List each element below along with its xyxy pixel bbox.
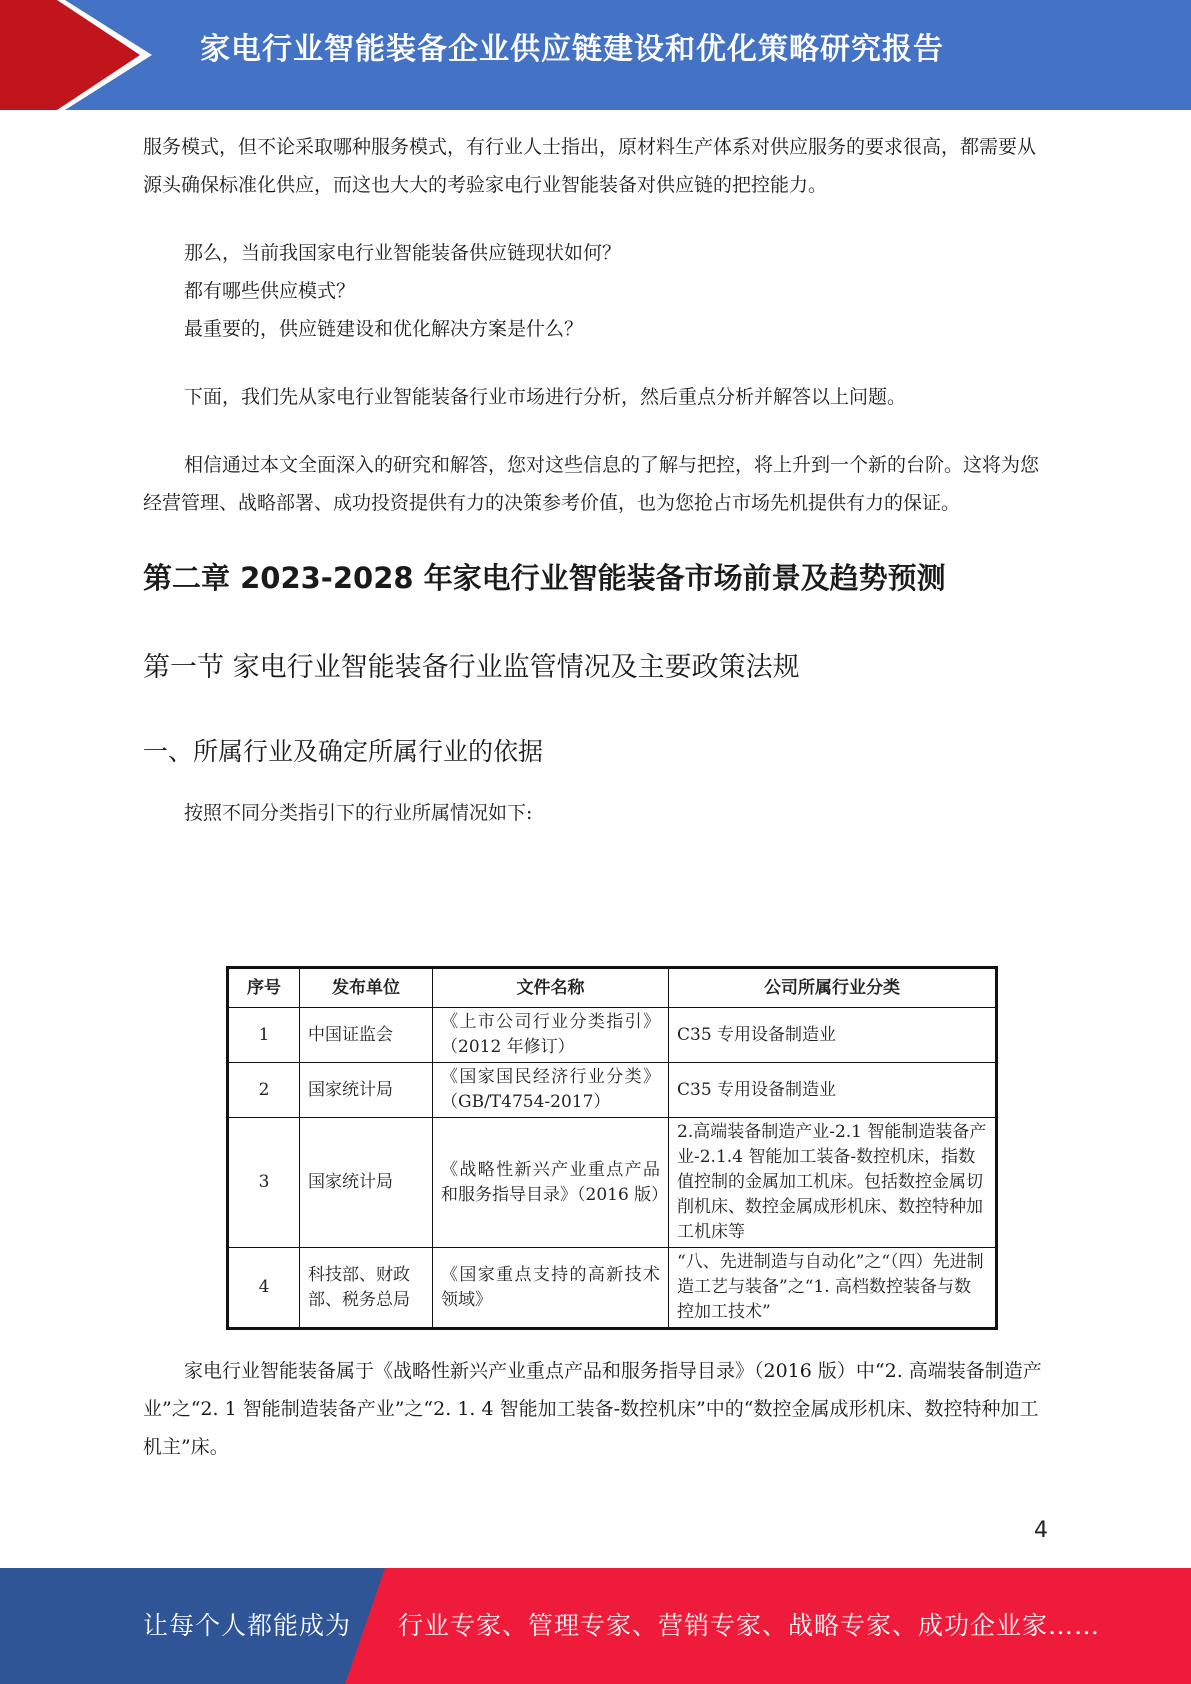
chapter-heading: 第二章 2023-2028 年家电行业智能装备市场前景及趋势预测 [143, 561, 946, 595]
question-3: 最重要的，供应链建设和优化解决方案是什么？ [184, 318, 584, 340]
header-arrow-icon [0, 0, 160, 110]
page-header [0, 0, 1191, 110]
footer-slogan-right: 行业专家、管理专家、营销专家、战略专家、成功企业家…… [398, 1611, 1101, 1640]
cell-no: 2 [228, 1063, 300, 1118]
sub-heading: 一、所属行业及确定所属行业的依据 [143, 737, 544, 766]
question-1: 那么，当前我国家电行业智能装备供应链现状如何？ [184, 242, 622, 264]
cell-no: 4 [228, 1248, 300, 1329]
conclusion-block [143, 1352, 1048, 1466]
cell-doc: 《国家重点支持的高新技术领域》 [433, 1248, 669, 1329]
table-intro: 按照不同分类指引下的行业所属情况如下: [184, 802, 533, 824]
paragraph-conclusion: 家电行业智能装备属于《战略性新兴产业重点产品和服务指导目录》（2016 版）中“2. 高端装备制造产业”之“2. 1 智能制造装备产业”之“2. 1. 4 智能加工装备-数控机床”中的“数控金属成形机床、数控特种加工机主”床。 [143, 1360, 1042, 1458]
cell-doc: 《上市公司行业分类指引》（2012 年修订） [433, 1008, 669, 1063]
header-category: 公司所属行业分类 [669, 968, 997, 1008]
cell-category: “八、先进制造与自动化”之“（四）先进制造工艺与装备”之“1. 高档数控装备与数控加工技术” [669, 1248, 997, 1329]
cell-org: 国家统计局 [300, 1118, 433, 1248]
report-title: 家电行业智能装备企业供应链建设和优化策略研究报告 [200, 32, 944, 67]
cell-org: 科技部、财政部、税务总局 [300, 1248, 433, 1329]
cell-no: 3 [228, 1118, 300, 1248]
cell-category: 2.高端装备制造产业-2.1 智能制造装备产业-2.1.4 智能加工装备-数控机床，指数值控制的金属加工机床。包括数控金属切削机床、数控金属成形机床、数控特种加工机床等 [669, 1118, 997, 1248]
footer-slogan-left: 让每个人都能成为 [143, 1611, 352, 1640]
header-no: 序号 [228, 968, 300, 1008]
paragraph-analysis: 下面，我们先从家电行业智能装备行业市场进行分析，然后重点分析并解答以上问题。 [184, 386, 907, 408]
page-number: 4 [1034, 1518, 1048, 1543]
table-header-row [228, 968, 997, 1008]
page-footer [0, 1568, 1191, 1684]
cell-category: C35 专用设备制造业 [669, 1063, 997, 1118]
table-row [228, 1118, 997, 1248]
table-row [228, 1063, 997, 1118]
section-heading: 第一节 家电行业智能装备行业监管情况及主要政策法规 [143, 652, 800, 683]
industry-classification-table [226, 966, 998, 1330]
cell-doc: 《战略性新兴产业重点产品和服务指导目录》（2016 版） [433, 1118, 669, 1248]
cell-category: C35 专用设备制造业 [669, 1008, 997, 1063]
cell-doc: 《国家国民经济行业分类》（GB/T4754-2017） [433, 1063, 669, 1118]
paragraph-value: 相信通过本文全面深入的研究和解答，您对这些信息的了解与把控，将上升到一个新的台阶。这将为您经营管理、战略部署、成功投资提供有力的决策参考价值，也为您抢占市场先机提供有力的保证。 [143, 454, 1040, 514]
page-content [143, 128, 1048, 832]
table-row [228, 1008, 997, 1063]
header-org: 发布单位 [300, 968, 433, 1008]
cell-no: 1 [228, 1008, 300, 1063]
cell-org: 国家统计局 [300, 1063, 433, 1118]
table-row [228, 1248, 997, 1329]
cell-org: 中国证监会 [300, 1008, 433, 1063]
paragraph-service-mode: 服务模式，但不论采取哪种服务模式，有行业人士指出，原材料生产体系对供应服务的要求很高，都需要从源头确保标准化供应，而这也大大的考验家电行业智能装备对供应链的把控能力。 [143, 136, 1037, 196]
question-2: 都有哪些供应模式？ [184, 280, 356, 302]
header-doc: 文件名称 [433, 968, 669, 1008]
